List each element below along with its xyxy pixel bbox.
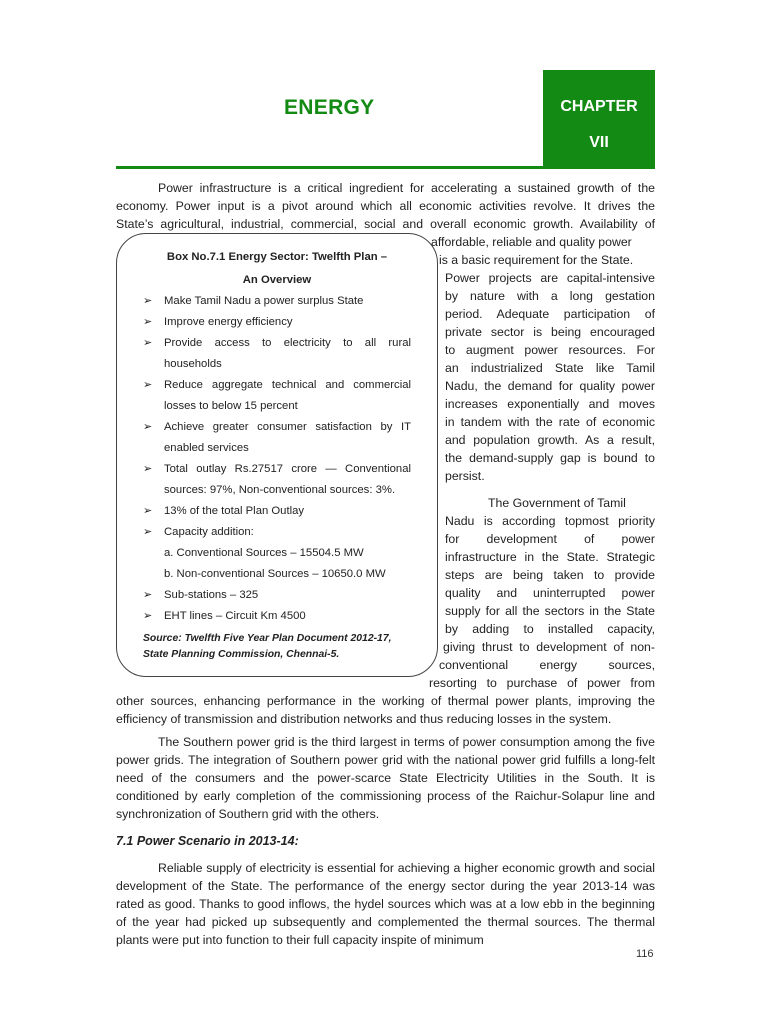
arrow-bullet-icon: ➢ (143, 337, 153, 349)
intro-wrap-line: an industrialized State like Tamil (445, 361, 655, 375)
box-list-item: ➢ Total outlay Rs.27517 crore — Conventional sources: 97%, Non-conventional sources: 3%. (143, 459, 411, 501)
box-source: Source: Twelfth Five Year Plan Document 2012-17, (143, 633, 392, 644)
govt-wrap-line: by adding to installed capacity, (445, 622, 655, 636)
page-number: 116 (636, 948, 654, 960)
intro-wrap-line: Nadu, the demand for quality power (445, 379, 655, 393)
section-paragraph: Reliable supply of electricity is essential for achieving a higher economic growth and social development of the State. The performance of the energy sector during the year 2013-14 was rated as good. Thanks to good inflows, the hydel sources which was at a low ebb in the beginning of the year had picked up subsequently and complemented the thermal sources. The thermal plants were put into function to their full capacity inspite of minimum (116, 861, 655, 947)
section-heading: 7.1 Power Scenario in 2013-14: (116, 834, 299, 848)
header-divider (116, 166, 655, 169)
intro-wrap-line: affordable, reliable and quality power (431, 235, 632, 249)
intro-wrap-line: increases exponentially and moves (445, 397, 655, 411)
govt-wrap-line: for development of power (445, 532, 655, 546)
intro-wrap-line: persist. (445, 469, 485, 483)
box-list-item: ➢ Capacity addition: (143, 522, 411, 543)
intro-line: economy. Power input is a pivot around which all economic activities revolve. It drives the (116, 199, 655, 213)
intro-wrap-line: to augment power resources. For (445, 343, 655, 357)
intro-line: State’s agricultural, industrial, commercial, social and overall economic growth. Availability of (116, 217, 655, 231)
grid-paragraph: The Southern power grid is the third largest in terms of power consumption among the five power grids. The integration of Southern power grid with the national power grid fulfills a long-felt need of the consumers and the power-scarce State Electricity Utilities in the South. It is conditioned by early completion of the commissioning process of the Raichur-Solapur line and synchronization of Southern grid with the others. (116, 735, 655, 821)
intro-line: Power infrastructure is a critical ingredient for accelerating a sustained growth of the (158, 181, 655, 195)
box-list-item: ➢ 13% of the total Plan Outlay (143, 501, 411, 522)
chapter-number: VII (589, 134, 609, 151)
intro-wrap-line: private sector is being encouraged (445, 325, 655, 339)
box-list-item: ➢ Make Tamil Nadu a power surplus State (143, 291, 411, 312)
govt-wrap-line: supply for all the sectors in the State (445, 604, 655, 618)
arrow-bullet-icon: ➢ (143, 379, 153, 391)
chapter-label: CHAPTER (560, 98, 638, 115)
arrow-bullet-icon: ➢ (143, 505, 153, 517)
intro-wrap-line: and population growth. As a result, (445, 433, 655, 447)
box-list-item: ➢ Achieve greater consumer satisfaction by IT enabled services (143, 417, 411, 459)
arrow-bullet-icon: ➢ (143, 316, 153, 328)
chapter-title: ENERGY (284, 96, 375, 119)
box-sub-item: b. Non-conventional Sources – 10650.0 MW (164, 568, 386, 580)
intro-wrap-line: period. Adequate participation of (445, 307, 655, 321)
govt-line: efficiency of transmission and distribution networks and thus reducing losses in the system. (116, 712, 612, 726)
govt-wrap-line: steps are being taken to provide (445, 568, 655, 582)
govt-wrap-line: Nadu is according topmost priority (445, 514, 655, 528)
box-list-item: ➢ Sub-stations – 325 (143, 585, 411, 606)
box-sub-item: a. Conventional Sources – 15504.5 MW (164, 547, 364, 559)
arrow-bullet-icon: ➢ (143, 421, 153, 433)
govt-wrap-line: quality and uninterrupted power (445, 586, 655, 600)
govt-wrap-line: giving thrust to development of non- (443, 640, 655, 654)
arrow-bullet-icon: ➢ (143, 463, 153, 475)
govt-wrap-line: conventional energy sources, (439, 658, 655, 672)
govt-wrap-line: infrastructure in the State. Strategic (445, 550, 655, 564)
overview-box (116, 233, 438, 677)
box-list-item: ➢ EHT lines – Circuit Km 4500 (143, 606, 411, 627)
box-subtitle: An Overview (242, 274, 312, 286)
arrow-bullet-icon: ➢ (143, 589, 153, 601)
arrow-bullet-icon: ➢ (143, 295, 153, 307)
intro-wrap-line: in tandem with the rate of economic (445, 415, 655, 429)
box-list-item: ➢ Provide access to electricity to all rural households (143, 333, 411, 375)
arrow-bullet-icon: ➢ (143, 610, 153, 622)
box-source: State Planning Commission, Chennai-5. (143, 649, 340, 660)
intro-wrap-line: the demand-supply gap is bound to (445, 451, 655, 465)
intro-wrap-line: Power projects are capital-intensive (445, 271, 655, 285)
intro-wrap-line: is a basic requirement for the State. (439, 253, 634, 267)
govt-wrap-line: resorting to purchase of power from (429, 676, 655, 690)
govt-line: other sources, enhancing performance in the working of thermal power plants, improving the (116, 694, 655, 708)
arrow-bullet-icon: ➢ (143, 526, 153, 538)
intro-wrap-line: by nature with a long gestation (445, 289, 655, 303)
govt-wrap-line: The Government of Tamil (488, 496, 626, 510)
box-list-item: ➢ Reduce aggregate technical and commercial losses to below 15 percent (143, 375, 411, 417)
box-list-item: ➢ Improve energy efficiency (143, 312, 411, 333)
chapter-badge (543, 70, 655, 167)
box-title: Box No.7.1 Energy Sector: Twelfth Plan – (166, 251, 388, 263)
